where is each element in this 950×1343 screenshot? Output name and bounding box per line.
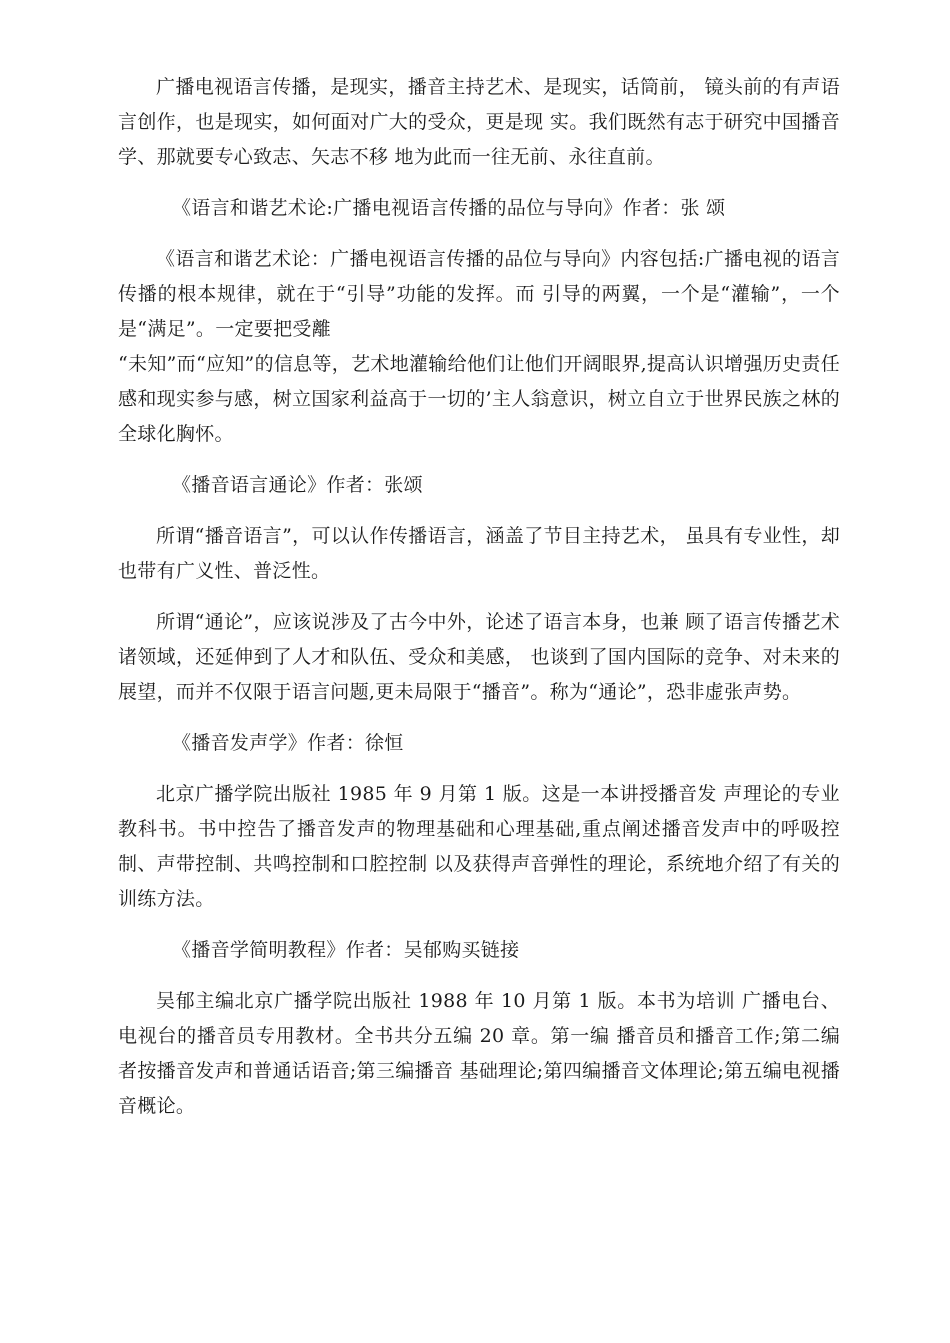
book-title-harmony: 《语言和谐艺术论:广播电视语言传播的品位与导向》作者：张 颂 (172, 197, 726, 219)
paragraph-harmony-summary-part1: 《语言和谐艺术论：广播电视语言传播的品位与导向》内容包括:广播电视的语言传播的根本规律，就在于“引导”功能的发挥。而 引导的两翼，一个是“灌输”，一个是“满足”。一定要把受離 (118, 248, 840, 340)
book-title-vocalization: 《播音发声学》作者：徐恒 (172, 732, 404, 754)
paragraph-harmony-summary (118, 242, 840, 347)
paragraph-vocalization: 北京广播学院出版社 1985 年 9 月第 1 版。这是一本讲授播音发 声理论的专业教科书。书中控告了播音发声的物理基础和心理基础,重点阐述播音发声中的呼吸控制、声带控制、共鸣控制和口腔控制 以及获得声音弹性的理论，系统地介绍了有关的训练方法。 (118, 783, 840, 910)
book-title-general-theory: 《播音语言通论》作者：张颂 (172, 474, 423, 496)
document-page (118, 70, 840, 1140)
paragraph-broadcast-language: 所谓“播音语言”，可以认作传播语言，涵盖了节目主持艺术， 虽具有专业性，却也带有广义性、普泛性。 (118, 525, 840, 582)
paragraph-general-theory: 所谓“通论”，应该说涉及了古今中外，论述了语言本身，也兼 顾了语言传播艺术诸领域，还延伸到了人才和队伍、受众和美感， 也谈到了国内国际的竞争、对未来的展望，而并不仅限于语言问题,更未局限于“播音”。称为“通论”，恐非虚张声势。 (118, 611, 840, 703)
book-title-concise-course: 《播音学简明教程》作者：吴郁购买链接 (172, 939, 520, 961)
paragraph-concise-course: 吴郁主编北京广播学院出版社 1988 年 10 月第 1 版。本书为培训 广播电台、电视台的播音员专用教材。全书共分五编 20 章。第一编 播音员和播音工作;第二编者按播音发声和普通话语音;第三编播音 基础理论;第四编播音文体理论;第五编电视播音概论。 (118, 990, 840, 1117)
paragraph-intro: 广播电视语言传播，是现实，播音主持艺术、是现实，话筒前， 镜头前的有声语言创作，也是现实，如何面对广大的受众，更是现 实。我们既然有志于研究中国播音学、那就要专心致志、矢志不移 地为此而一往无前、永往直前。 (118, 76, 840, 168)
paragraph-harmony-summary-cont: “未知”而“应知”的信息等，艺术地灌输给他们让他们开阔眼界,提高认识增强历史责任感和现实参与感，树立国家利益高于一切的’主人翁意识，树立自立于世界民族之林的全球化胸怀。 (118, 353, 840, 445)
